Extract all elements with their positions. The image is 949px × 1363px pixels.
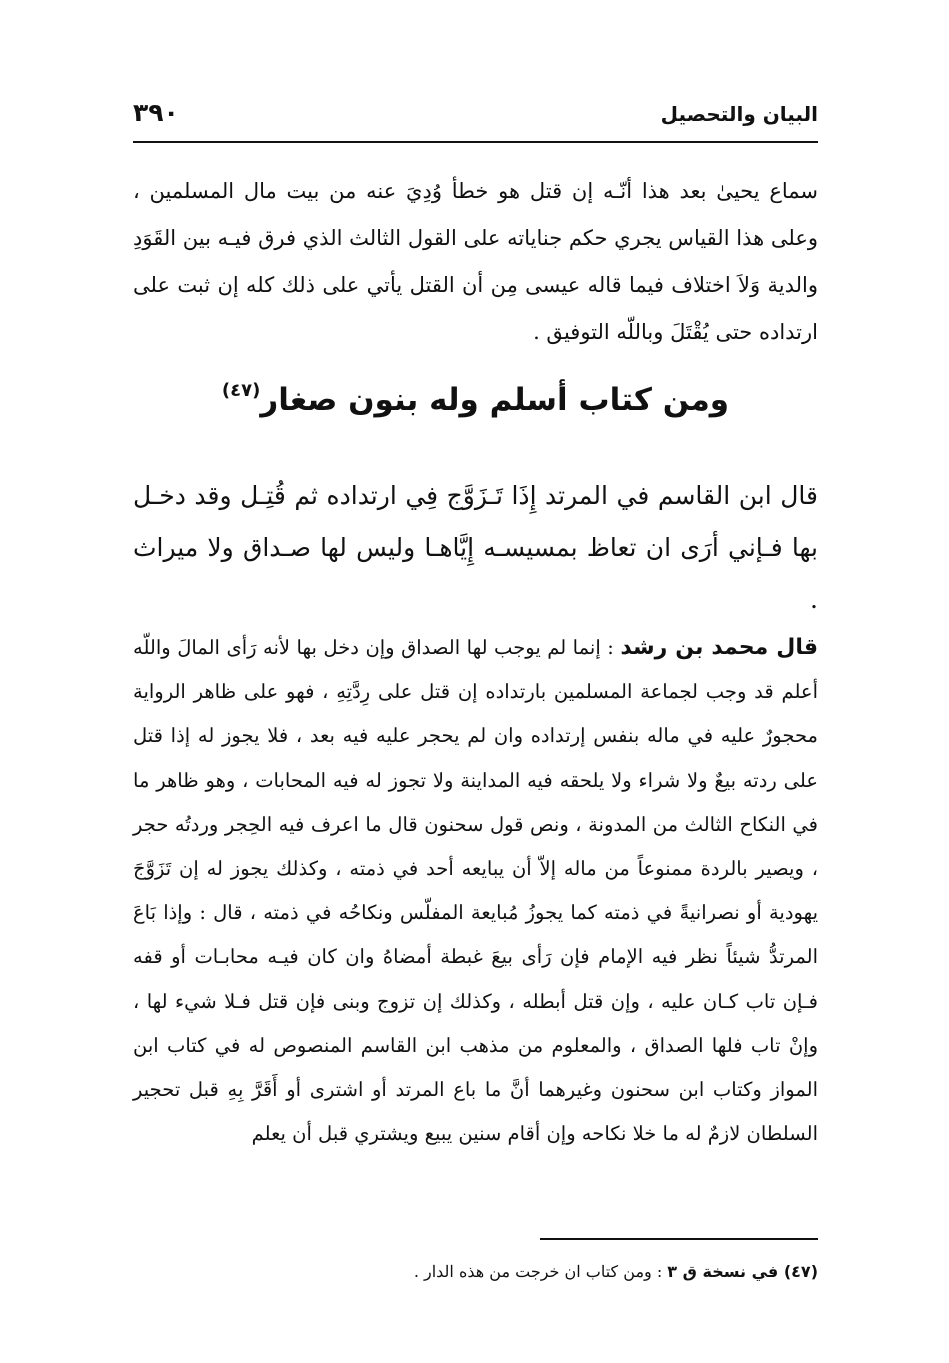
question-text: قال ابن القاسم في المرتد إِذَا تَـزَوَّج فِي ارتداده ثم قُتِـل وقد دخـل بها فـإني أرَى ان تعاظ بمسيسـه إِيَّاهـا وليس لها صـداق ولا ميراث .	[133, 481, 818, 614]
header-rule	[133, 141, 818, 143]
footnote-reference: (٤٧)	[221, 380, 261, 401]
answer-speaker: قال محمد بن رشد	[620, 635, 818, 660]
footnote-text: : ومن كتاب ان خرجت من هذه الدار .	[413, 1262, 668, 1281]
intro-text: سماع يحيىٰ بعد هذا أنّـه إن قتل هو خطأ وُدِيَ عنه من بيت مال المسلمين ، وعلى هذا القياس يجري حكم جناياته على القول الثالث الذي فرق فيـه بين القَوَدِ والدية وَلاَ اختلاف فيما قاله عيسى مِن أن القتل يأتي على ذلك كله إن ثبت على ارتداده حتى يُقْتَلَ وباللّه التوفيق .	[133, 179, 818, 344]
running-header	[133, 96, 818, 136]
footnote-label: (٤٧) في نسخة ق ٣	[667, 1262, 818, 1281]
intro-paragraph	[133, 168, 818, 356]
section-heading	[133, 380, 818, 418]
section-title: ومن كتاب أسلم وله بنون صغار	[260, 382, 730, 418]
footnote	[133, 1262, 818, 1281]
book-title: البيان والتحصيل	[660, 102, 818, 126]
answer-paragraph	[133, 626, 818, 1156]
answer-body	[133, 626, 818, 1156]
page-number: ٣٩٠	[133, 98, 179, 127]
question-paragraph	[133, 470, 818, 626]
answer-text: : إنما لم يوجب لها الصداق وإن دخل بها لأنه رَأى المالَ واللّه أعلم قد وجب لجماعة المسلمين بارتداده إن قتل على رِدَّتِهِ ، فهو على ظاهر الرواية محجورٌ عليه في ماله بنفس إرتداده وان لم يحجر عليه فيه بعد ، فلا يجوز له إذا قتل على ردته بيعٌ ولا شراء ولا يلحقه فيه المداينة ولا تجوز له فيه المحابات ، وهو ظاهر ما في النكاح الثالث من المدونة ، ونص قول سحنون قال ما اعرف فيه الحِجر وردتُه حجر ، ويصير بالردة ممنوعاً من ماله إلاّ أن يبايعه أحد في ذمته ، وكذلك يجوز له إن تَزَوَّجَ يهودية أو نصرانيةً في ذمته كما يجوزُ مُبايعة المفلّس ونكاحُه في ذمته ، قال : وإذا بَاعَ المرتدُّ شيئاً نظر فيه الإمام فإن رَأى بيعَ غبطة أمضاهُ وان كان فيـه محابـات أو قفه فـإن تاب كـان عليه ، وإن قتل أبطله ، وكذلك إن تزوج وبنى فإن قتل فـلا شيء لها ، وإنْ تاب فلها الصداق ، والمعلوم من مذهب ابن القاسم المنصوص له في كتاب ابن المواز وكتاب ابن سحنون وغيرهما أنَّ ما باع المرتد أو اشترى أو أَقَرَّ بِهِ قبل تحجير السلطان لازمٌ له ما خلا نكاحه وإن أقام سنين يبيع ويشتري قبل أن يعلم	[133, 636, 818, 1146]
footnote-rule	[540, 1238, 818, 1240]
